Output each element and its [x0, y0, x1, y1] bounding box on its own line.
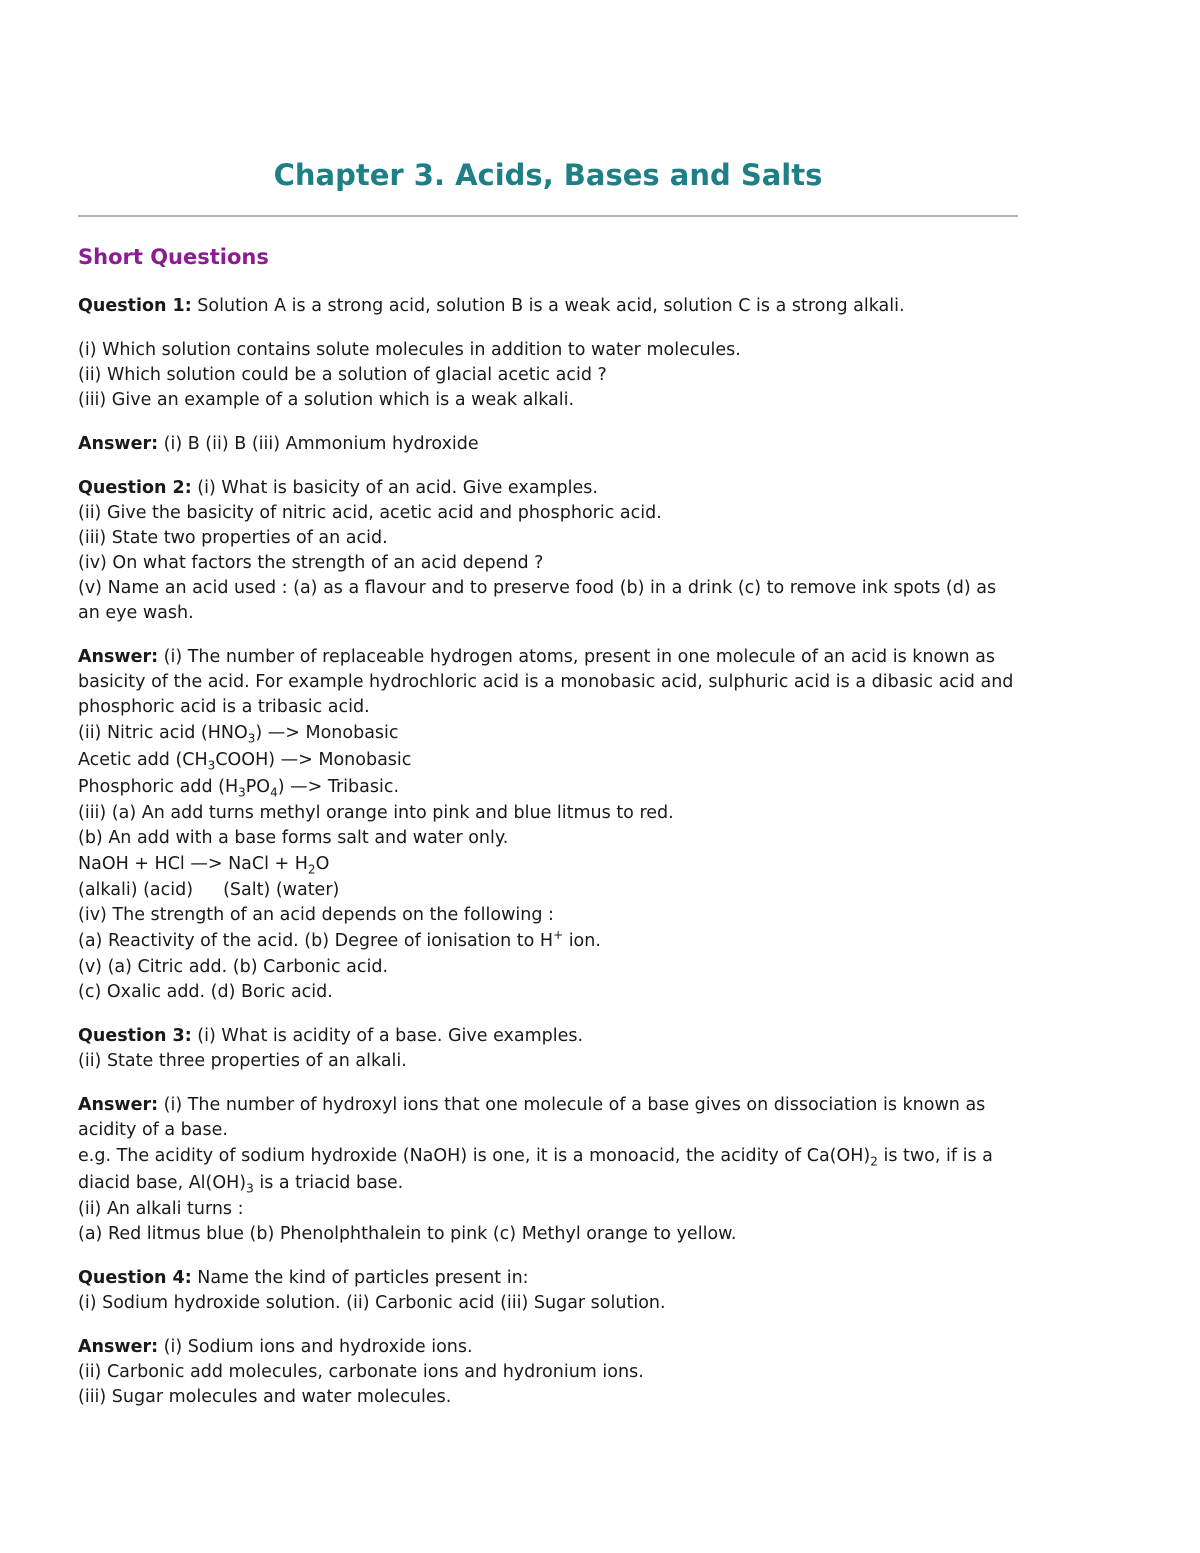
- answer-label: Answer:: [78, 1337, 159, 1357]
- acid-property-a: (iii) (a) An add turns methyl orange into pink and blue litmus to red.: [78, 803, 674, 823]
- answer-text: (i) Sodium ions and hydroxide ions.: [158, 1337, 473, 1357]
- question-label: Question 1:: [78, 296, 192, 316]
- neutralisation-equation: NaOH + HCl —> NaCl + $H_2O$: [78, 854, 330, 877]
- answer-4: [78, 1335, 1018, 1410]
- chapter-title: Chapter 3. Acids, Bases and Salts: [273, 158, 823, 192]
- answer-text: (i) B (ii) B (iii) Ammonium hydroxide: [158, 434, 479, 454]
- alkali-properties: (a) Red litmus blue (b) Phenolphthalein to pink (c) Methyl orange to yellow.: [78, 1224, 737, 1244]
- question-part: (ii) Give the basicity of nitric acid, acetic acid and phosphoric acid.: [78, 503, 662, 523]
- question-part: (v) Name an acid used : (a) as a flavour and to preserve food (b) in a drink (c) to remove ink spots (d) as an eye wash.: [78, 578, 997, 623]
- basicity-acetic: Acetic add $(CH_3COOH)$ —> Monobasic: [78, 750, 412, 773]
- question-4: [78, 1266, 1018, 1316]
- acid-property-b: (b) An add with a base forms salt and water only.: [78, 828, 509, 848]
- strength-factors: (a) Reactivity of the acid. (b) Degree of ionisation to H+ ion.: [78, 928, 601, 951]
- question-part: (iii) State two properties of an acid.: [78, 528, 388, 548]
- answer-text: (iii) Sugar molecules and water molecules.: [78, 1387, 452, 1407]
- question-text: (i) What is basicity of an acid. Give examples.: [191, 478, 598, 498]
- question-part: (ii) State three properties of an alkali.: [78, 1051, 407, 1071]
- answer-text: (i) The number of hydroxyl ions that one molecule of a base gives on dissociation is known as acidity of a base.: [78, 1095, 986, 1140]
- question-text: Solution A is a strong acid, solution B is a weak acid, solution C is a strong alkali.: [191, 296, 905, 316]
- answer-1: [78, 432, 1018, 457]
- basicity-nitric: (ii) Nitric acid $(HNO_3)$ —> Monobasic: [78, 723, 399, 746]
- answer-text: (ii) Carbonic add molecules, carbonate ions and hydronium ions.: [78, 1362, 644, 1382]
- strength-intro: (iv) The strength of an acid depends on the following :: [78, 905, 554, 925]
- acid-uses: (v) (a) Citric add. (b) Carbonic acid.: [78, 957, 389, 977]
- equation-labels: (alkali) (acid) (Salt) (water): [78, 880, 340, 900]
- question-label: Question 2:: [78, 478, 192, 498]
- question-1: [78, 294, 1018, 319]
- answer-label: Answer:: [78, 434, 159, 454]
- question-part: (i) Sodium hydroxide solution. (ii) Carbonic acid (iii) Sugar solution.: [78, 1293, 666, 1313]
- answer-3: [78, 1093, 1018, 1247]
- answer-label: Answer:: [78, 647, 159, 667]
- alkali-intro: (ii) An alkali turns :: [78, 1199, 244, 1219]
- question-text: Name the kind of particles present in:: [191, 1268, 529, 1288]
- acid-uses: (c) Oxalic add. (d) Boric acid.: [78, 982, 333, 1002]
- basicity-phosphoric: Phosphoric add $(H_3PO_4)$ —> Tribasic.: [78, 777, 400, 800]
- acidity-example: e.g. The acidity of sodium hydroxide (NaOH) is one, it is a monoacid, the acidity of $Ca(OH)_2$ is two, if is a diacid base, $Al(OH)_3$ is a triacid base.: [78, 1146, 993, 1196]
- question-2: [78, 476, 1018, 626]
- question-part: (iii) Give an example of a solution which is a weak alkali.: [78, 390, 575, 410]
- question-1-parts: [78, 338, 1018, 413]
- question-text: (i) What is acidity of a base. Give examples.: [191, 1026, 584, 1046]
- answer-2: [78, 645, 1018, 1005]
- question-3: [78, 1024, 1018, 1074]
- question-part: (iv) On what factors the strength of an acid depend ?: [78, 553, 544, 573]
- question-part: (i) Which solution contains solute molecules in addition to water molecules.: [78, 340, 741, 360]
- section-title: Short Questions: [78, 245, 269, 269]
- answer-text: (i) The number of replaceable hydrogen atoms, present in one molecule of an acid is known as basicity of the acid. For example hydrochloric acid is a monobasic acid, sulphuric acid is a dibasic acid and phosphoric acid is a tribasic acid.: [78, 647, 1014, 717]
- title-divider: [78, 215, 1018, 217]
- question-part: (ii) Which solution could be a solution of glacial acetic acid ?: [78, 365, 607, 385]
- question-label: Question 4:: [78, 1268, 192, 1288]
- content-body: [78, 294, 1018, 1429]
- question-label: Question 3:: [78, 1026, 192, 1046]
- answer-label: Answer:: [78, 1095, 159, 1115]
